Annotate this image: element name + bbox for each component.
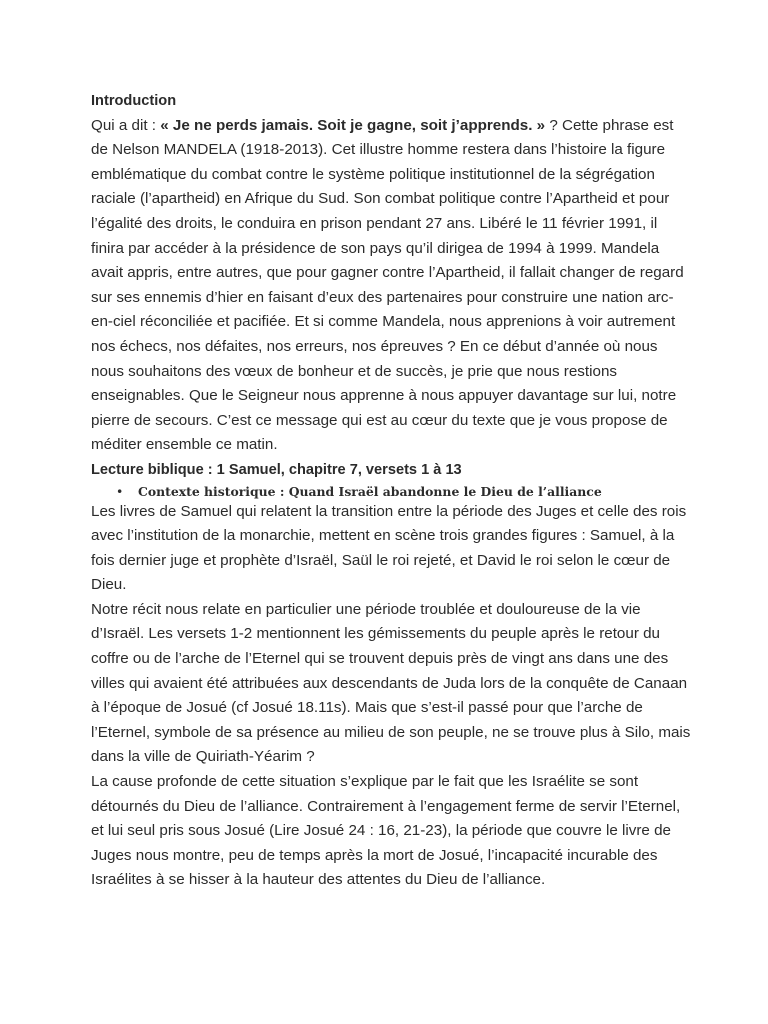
intro-rest: ? Cette phrase est de Nelson MANDELA (1918-2013). Cet illustre homme restera dans l’histoire la figure emblématique du combat contre le système politique institutionnel de la ségrégation raciale (l’apartheid) en Afrique du Sud. Son combat politique contre l’Apartheid et pour l’égalité des droits, le conduira en prison pendant 27 ans. Libéré le 11 février 1991, il finira par accéder à la présidence de son pays qu’il dirigea de 1994 à 1999. Mandela avait appris, entre autres, que pour gagner contre l’Apartheid, il fallait changer de regard sur ses ennemis d’hier en faisant d’eux des partenaires pour construire une nation arc-en-ciel réconciliée et pacifiée. Et si comme Mandela, nous apprenions à voir autrement nos échecs, nos défaites, nos erreurs, nos épreuves ? En ce début d’année où nous nous souhaitons des vœux de bonheur et de succès, je prie que nous restions enseignables. Que le Seigneur nous apprenne à nous appuyer davantage sur lui, notre pierre de secours. C’est ce message qui est au cœur du texte que je vous propose de méditer ensemble ce matin. bbox=[91, 116, 684, 454]
bullet-icon: • bbox=[116, 483, 124, 499]
bullet-text: Contexte historique : Quand Israël abandonne le Dieu de l’alliance bbox=[138, 483, 602, 499]
reading-heading: Lecture biblique : 1 Samuel, chapitre 7, versets 1 à 13 bbox=[91, 461, 462, 478]
intro-lead: Qui a dit : bbox=[91, 116, 161, 134]
paragraph-samuel: Les livres de Samuel qui relatent la transition entre la période des Juges et celle des rois avec l’institution de la monarchie, mettent en scène trois grandes figures : Samuel, à la fois dernier juge et prophète d’Israël, Saül le roi rejeté, et David le roi selon le cœur de Dieu. bbox=[91, 502, 687, 594]
mandela-quote: « Je ne perds jamais. Soit je gagne, soit j’apprends. » bbox=[160, 116, 546, 134]
intro-heading: Introduction bbox=[91, 93, 177, 109]
paragraph-arche: Notre récit nous relate en particulier une période troublée et douloureuse de la vie d’Israël. Les versets 1-2 mentionnent les gémissements du peuple après le retour du coffre ou de l’arche de l’Eternel qui se trouvent depuis près de vingt ans dans une des villes qui avaient été attribuées aux descendants de Juda lors de la conquête de Canaan à l’époque de Josué (cf Josué 18.11s). Mais que s’est-il passé pour que l’arche de l’Eternel, symbole de sa présence au milieu de son peuple, ne se trouve plus à Silo, mais dans la ville de Quiriath-Yéarim ? bbox=[91, 600, 691, 766]
intro-paragraph bbox=[91, 114, 691, 458]
document-page bbox=[91, 89, 691, 893]
paragraph-cause: La cause profonde de cette situation s’explique par le fait que les Israélite se sont détournés du Dieu de l’alliance. Contrairement à l’engagement ferme de servir l’Eternel, et lui seul pris sous Josué (Lire Josué 24 : 16, 21-23), la période que couvre le livre de Juges nous montre, peu de temps après la mort de Josué, l’incapacité incurable des Israélites à se hisser à la hauteur des attentes du Dieu de l’alliance. bbox=[91, 773, 681, 889]
bullet-item bbox=[91, 483, 691, 500]
